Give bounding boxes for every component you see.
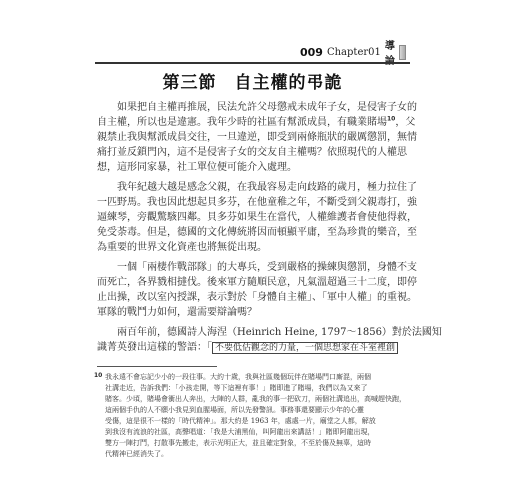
section-title: 第三節 自主權的弔詭 — [162, 73, 343, 93]
text-line: 一個「兩棲作戰部隊」的大專兵，受到嚴格的操練與懲罰，身體不支 — [117, 262, 417, 273]
paragraph-1 — [97, 100, 417, 175]
paragraph-4 — [97, 325, 442, 355]
text-line: 痛打並反鎖門內，這不是侵害子女的交友自主權嗎？依照現代的人權思 — [97, 147, 407, 158]
paragraph-2 — [97, 180, 417, 255]
text-line: 免受荼毒。但是，德國的文化傳統將因而頓顯平庸，至為珍貴的樂音，至 — [97, 227, 417, 238]
chapter-title: 導論 — [384, 41, 395, 67]
text-line: 如果把自主權再推展，民法允許父母懲戒未成年子女，是侵害子女的 — [117, 102, 417, 113]
highlighted-quote: 不要低估觀念的力量，一個思想家在斗室裡創 — [212, 342, 398, 354]
running-header — [300, 41, 406, 67]
footnote-rule — [97, 366, 217, 367]
footnote-line: 受傷，這是很不一樣的「時代精神」。那大約是 1963 年，處處一片，廟堂之人都，解放 — [105, 417, 376, 425]
text-line: 逼練琴，旁觀驚駭四鄰。貝多芬如果生在當代，人權維護者會使他得救， — [97, 212, 417, 223]
footnote-reference[interactable]: 10 — [387, 115, 396, 123]
footnote-number: 10 — [94, 372, 103, 379]
footnote-line: 我永遠不會忘記少小的一段往事。大約十歲，我與社區幾個玩伴在賭場門口廝混，兩個 — [105, 373, 371, 381]
footnote-line: 雙方一陣打鬥，打散事先搬走，表示光明正大，並且確定對象，不至於傷及無辜，這時 — [105, 439, 371, 447]
body-text — [97, 100, 442, 360]
header-rule — [95, 62, 410, 64]
chapter-label: Chapter01 — [326, 46, 381, 58]
paragraph-3 — [97, 260, 417, 320]
text-line — [97, 340, 410, 355]
text-line: 自主權，所以也是違憲。我年少時的社區有幫派成員，有職業賭場$^{10}$，父 — [97, 115, 416, 128]
footnote-line: 賭客。少頃，賭場會衝出人奔出，大陣的人群，亂我的事一把砍刀，兩個社溝追出，高喊趕快跑， — [105, 395, 406, 403]
footnote-line: 代精神已經消失了。 — [105, 450, 168, 458]
page-number: 009 — [300, 45, 323, 59]
footnote-line: 這兩個手仇的人不願小我見到血腥場面，所以先發警訊。事務事還要顯示少年的心靈 — [105, 406, 364, 414]
text-line: 親禁止我與幫派成員交往，一旦違逆，即受到兩條瓶狀的嚴厲懲罰，無情 — [97, 132, 417, 143]
text-line: 一匹野馬。我也因此想起貝多芬，在他童稚之年，不斷受到父親毒打，強 — [97, 197, 417, 208]
text-line: 想，這形同家暴，社工單位便可能介入處理。 — [97, 162, 297, 173]
text-line-content: 自主權，所以也是違憲。我年少時的社區有幫派成員，有職業賭場 — [97, 117, 387, 128]
text-line: 兩百年前，德國詩人海涅（Heinrich Heine, 1797～1856）對於法國知 — [117, 327, 442, 338]
footnote-line: 社溝走近，告訴我們：「小孩走開，等下這裡有事！」賭即進了賭場，我們以為又來了 — [105, 384, 368, 392]
header-tab-marker — [399, 45, 406, 60]
footnote — [94, 372, 410, 460]
text-line: 軍隊的戰鬥力如何，還需要辯論嗎？ — [97, 307, 257, 318]
text-line: 我年紀越大越是感念父親，在我最容易走向歧路的歲月，極力拉住了 — [117, 182, 417, 193]
text-line: 止出操，改以室內授課，表示對於「身體自主權」、「軍中人權」的重視。 — [97, 292, 417, 303]
text-line: 而死亡，各界戮相撻伐。後來軍方隨順民意，凡氣溫超過三十二度，即停 — [97, 277, 417, 288]
quote-lead: 識菁英發出這樣的警語：「 — [97, 342, 212, 353]
text-line: 為重要的世界文化資產也將無從出現。 — [97, 242, 267, 253]
footnote-line: 到我沒有流浪的社區，高聲唱道：「我是大浦黑仙，叫阿龍出來講話！」賭即阿龍出現， — [105, 428, 375, 436]
